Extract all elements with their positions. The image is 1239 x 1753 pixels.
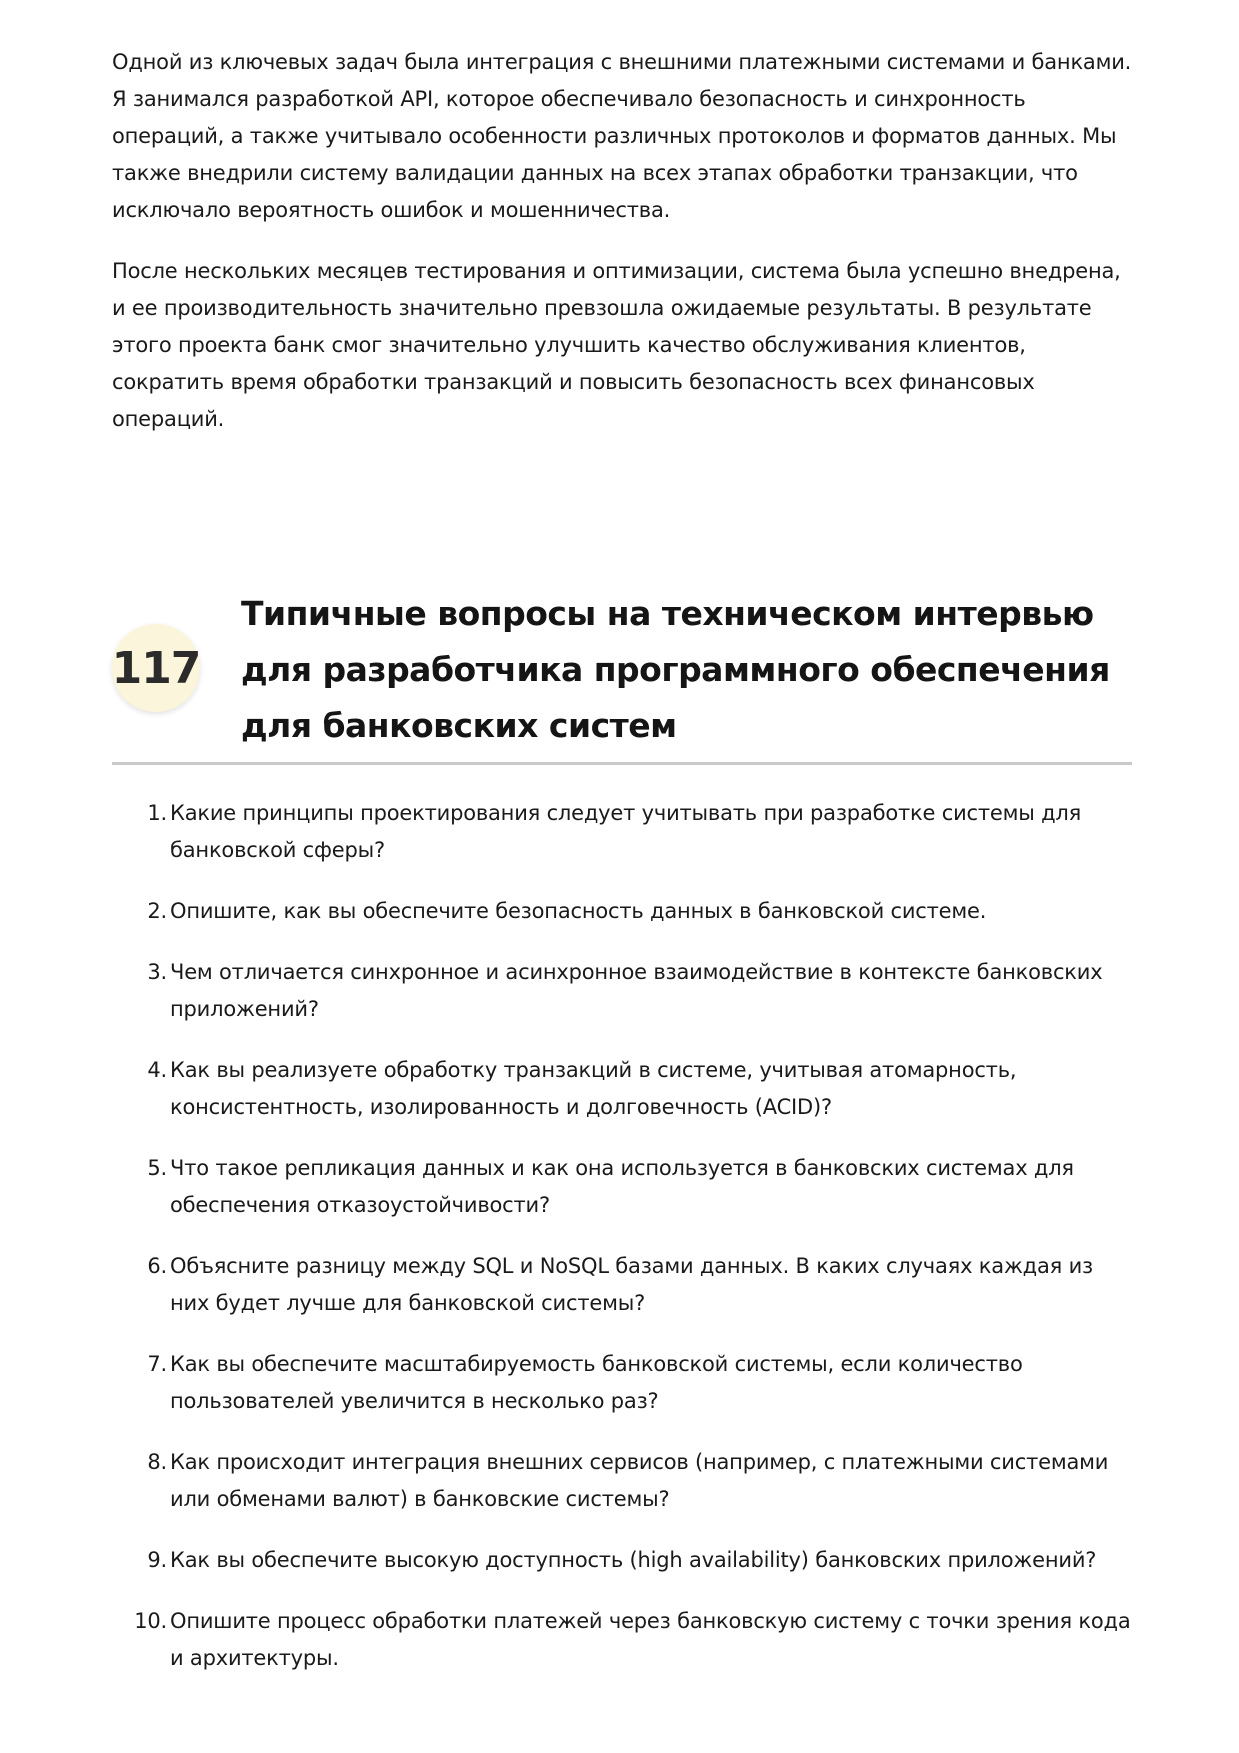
list-item [112, 1603, 1132, 1677]
intro-text [112, 44, 1132, 462]
chapter-number: 117 [111, 642, 201, 694]
list-item [112, 893, 1132, 930]
list-item [112, 1346, 1132, 1420]
list-item-number: 2. [147, 899, 167, 923]
list-item [112, 954, 1132, 1028]
list-item [112, 1248, 1132, 1322]
list-item-number: 9. [147, 1548, 167, 1572]
list-item [112, 1444, 1132, 1518]
list-item-text: Как вы реализуете обработку транзакций в системе, учитывая атомарность, консистентность, изолированность и долговечность (ACID)? [170, 1058, 1017, 1119]
list-item-number: 6. [147, 1254, 167, 1278]
list-item-text: Как происходит интеграция внешних сервисов (например, с платежными системами или обменами валют) в банковские системы? [170, 1450, 1109, 1511]
chapter-number-badge [112, 624, 200, 712]
chapter-title: Типичные вопросы на техническом интервью для разработчика программного обеспечения для банковских систем [241, 594, 1110, 745]
list-item [112, 795, 1132, 869]
list-item-text: Какие принципы проектирования следует учитывать при разработке системы для банковской сферы? [170, 801, 1082, 862]
list-item-text: Опишите, как вы обеспечите безопасность данных в банковской системе. [170, 899, 987, 923]
chapter-header [112, 577, 1132, 765]
list-item-text: Чем отличается синхронное и асинхронное взаимодействие в контексте банковских приложений? [170, 960, 1103, 1021]
paragraph: После нескольких месяцев тестирования и оптимизации, система была успешно внедрена, и ее производительность значительно превзошла ожидаемые результаты. В результате этого проекта банк смог значительно улучшить качество обслуживания клиентов, сократить время обработки транзакций и повысить безопасность всех финансовых операций. [112, 259, 1121, 431]
paragraph: Одной из ключевых задач была интеграция с внешними платежными системами и банками. Я занимался разработкой API, которое обеспечивало безопасность и синхронность операций, а также учитывало особенности различных протоколов и форматов данных. Мы также внедрили систему валидации данных на всех этапах обработки транзакции, что исключало вероятность ошибок и мошенничества. [112, 50, 1132, 222]
list-item-text: Как вы обеспечите высокую доступность (high availability) банковских приложений? [170, 1548, 1097, 1572]
list-item-number: 10. [134, 1609, 167, 1633]
question-list [112, 795, 1132, 1701]
list-item-number: 4. [147, 1058, 167, 1082]
list-item-number: 8. [147, 1450, 167, 1474]
list-item-text: Как вы обеспечите масштабируемость банковской системы, если количество пользователей увеличится в несколько раз? [170, 1352, 1023, 1413]
list-item-number: 3. [147, 960, 167, 984]
list-item-number: 7. [147, 1352, 167, 1376]
list-item-number: 1. [147, 801, 167, 825]
list-item-text: Что такое репликация данных и как она используется в банковских системах для обеспечения отказоустойчивости? [170, 1156, 1074, 1217]
list-item [112, 1542, 1132, 1579]
list-item-text: Опишите процесс обработки платежей через банковскую систему с точки зрения кода и архитектуры. [170, 1609, 1131, 1670]
list-item [112, 1052, 1132, 1126]
list-item-text: Объясните разницу между SQL и NoSQL базами данных. В каких случаях каждая из них будет лучше для банковской системы? [170, 1254, 1093, 1315]
list-item [112, 1150, 1132, 1224]
list-item-number: 5. [147, 1156, 167, 1180]
